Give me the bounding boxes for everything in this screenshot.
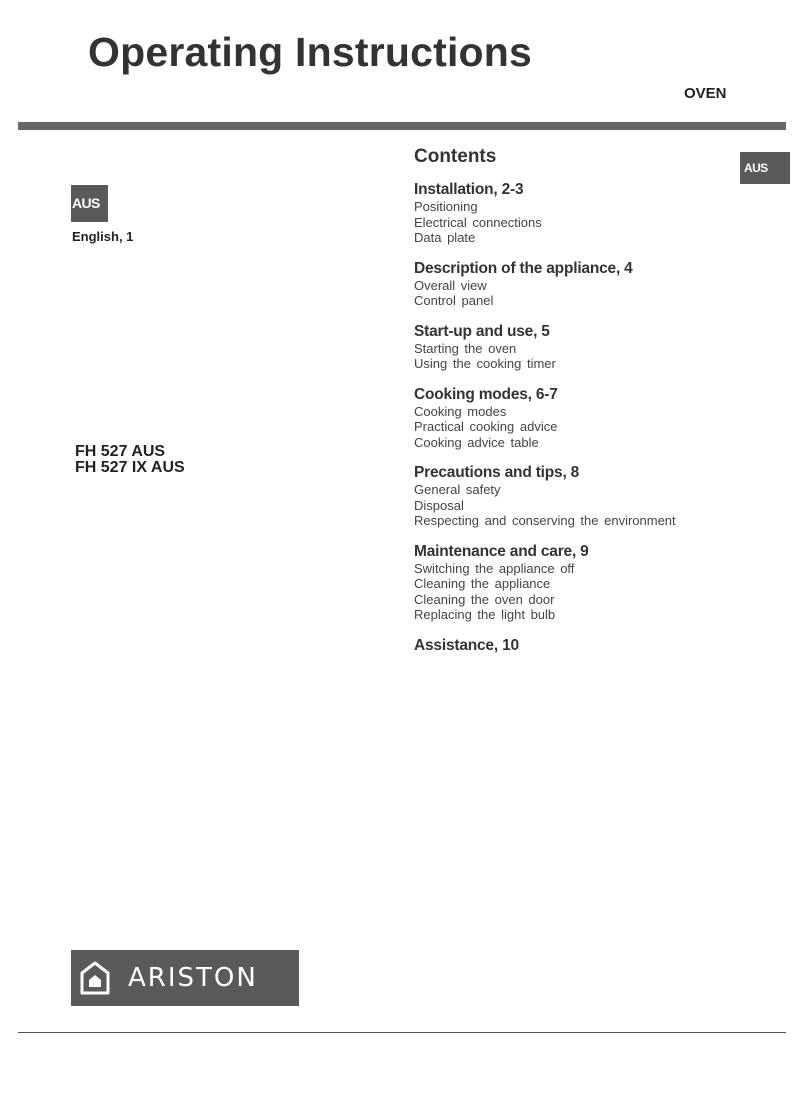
section-item-link[interactable]: Cooking modes [414,403,507,419]
section-item-link[interactable]: General safety [414,482,501,497]
region-tab[interactable]: AUS [740,152,790,184]
section-item-link[interactable]: Starting the oven [414,340,517,356]
section-title-link[interactable]: Description of the appliance, 4 [414,259,633,277]
section-title-link[interactable]: Precautions and tips, 8 [414,464,580,481]
section-item-link[interactable]: Cooking advice table [414,434,539,450]
section-title-link[interactable]: Installation, 2-3 [414,181,524,198]
bottom-divider [18,1032,786,1033]
contents-heading: Contents [414,146,497,167]
contents-section [414,180,794,246]
contents-section [414,259,794,309]
section-item-link[interactable]: Cleaning the appliance [414,576,551,591]
brand-logo [71,950,299,1006]
section-item-link[interactable]: Electrical connections [414,214,542,230]
section-item-link[interactable]: Respecting and conserving the environment [414,513,676,528]
product-type-label: OVEN [684,85,727,102]
section-title-link[interactable]: Cooking modes, 6-7 [414,385,558,403]
table-of-contents [414,146,794,668]
section-item-link[interactable]: Practical cooking advice [414,419,558,434]
section-item-link[interactable]: Overall view [414,277,487,293]
section-title-link[interactable]: Start-up and use, 5 [414,322,550,340]
house-icon [80,961,110,995]
section-title-link[interactable]: Assistance, 10 [414,636,519,654]
contents-section [414,322,794,372]
contents-section [414,463,794,529]
section-item-link[interactable]: Using the cooking timer [414,356,556,371]
section-item-link[interactable]: Replacing the light bulb [414,607,556,622]
section-item-link[interactable]: Cleaning the oven door [414,591,555,607]
section-title-link[interactable]: Maintenance and care, 9 [414,542,589,560]
section-item-link[interactable]: Switching the appliance off [414,560,575,576]
model-name: FH 527 IX AUS [75,459,185,476]
model-list [75,444,185,476]
language-label[interactable]: English, 1 [72,229,134,244]
brand-name: ARISTON [128,963,258,993]
contents-section [414,636,794,655]
contents-section [414,542,794,623]
page-title: Operating Instructions [88,29,533,75]
contents-section [414,385,794,451]
top-divider [18,122,786,130]
contents-sections [414,180,794,655]
section-item-link[interactable]: Disposal [414,497,464,513]
model-name: FH 527 AUS [75,443,166,460]
section-item-link[interactable]: Positioning [414,199,478,214]
section-item-link[interactable]: Data plate [414,230,476,245]
language-badge: AUS [71,185,108,222]
section-item-link[interactable]: Control panel [414,293,494,308]
